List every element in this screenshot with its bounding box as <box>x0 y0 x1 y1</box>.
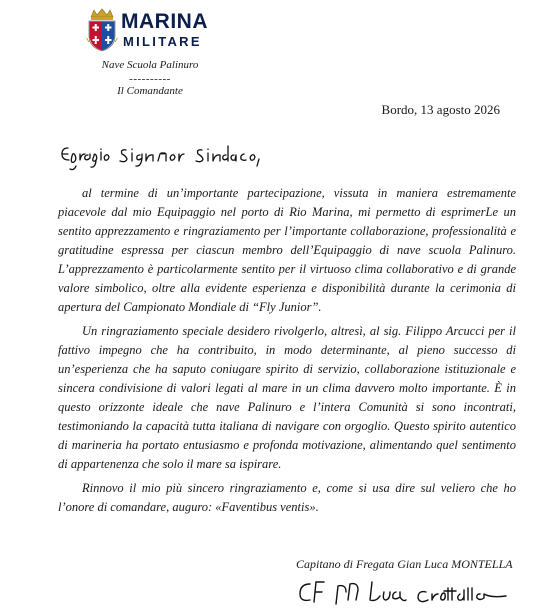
salutation-handwriting-icon <box>56 140 296 174</box>
letter-paragraph: Un ringraziamento speciale desidero rivolgerlo, altresì, al sig. Filippo Arcucci per il fattivo impegno che ha contribuito, in modo determinante, al pieno successo di un’esperienza che ha saputo coniugare spirito di servizio, collaborazione istituzionale e sincera condivisione di valori legati al mare in un clima davvero molto importante. È in questo orizzonte ideale che nave Palinuro e l’intera Comunità si sono incontrati, testimoniando la capacità tutta italiana di navigare con orgoglio. Questo spirito autentico di marineria ha portato entusiasmo e profonda motivazione, alimentando quel sentimento di appartenenza che solo il mare sa ispirare. <box>58 324 516 471</box>
signature-icon <box>296 572 516 612</box>
unit-name: Nave Scuola Palinuro <box>101 59 199 71</box>
brand-line-marina: MARINA <box>121 10 208 33</box>
header-separator: ---------- <box>129 73 171 85</box>
marina-militare-logo <box>86 8 216 52</box>
role-title: Il Comandante <box>117 85 183 97</box>
handwritten-signature <box>296 572 516 612</box>
brand-wordmark <box>121 11 208 48</box>
letter-paragraph: al termine di un’importante partecipazione, vissuta in maniera estremamente piacevole dal mio Equipaggio nel porto di Rio Marina, mi permetto di esprimerLe un sentito apprezzamento e ringraziamento per l’importante collaborazione, professionalità e gratitudine espressa per ciascun membro dell’Equipaggio di nave scuola Palinuro. L’apprezzamento è particolarmente sentito per il virtuoso clima collaborativo e di grande valore simbolico, oltre alla evidente esperienza e disponibilità durante la cerimonia di apertura del Campionato Mondiale di “Fly Junior”. <box>58 186 516 314</box>
letter-body <box>58 184 516 522</box>
signatory-name: Capitano di Fregata Gian Luca MONTELLA <box>296 557 513 571</box>
navy-coat-of-arms-icon <box>86 8 118 52</box>
letter-date: Bordo, 13 agosto 2026 <box>381 102 500 117</box>
letter-paragraph: Rinnovo il mio più sincero ringraziamento e, come si usa dire sul veliero che ho l’onore di comandare, auguro: «Faventibus ventis». <box>58 481 516 514</box>
handwritten-salutation <box>56 140 296 174</box>
brand-line-militare: MILITARE <box>123 34 202 49</box>
